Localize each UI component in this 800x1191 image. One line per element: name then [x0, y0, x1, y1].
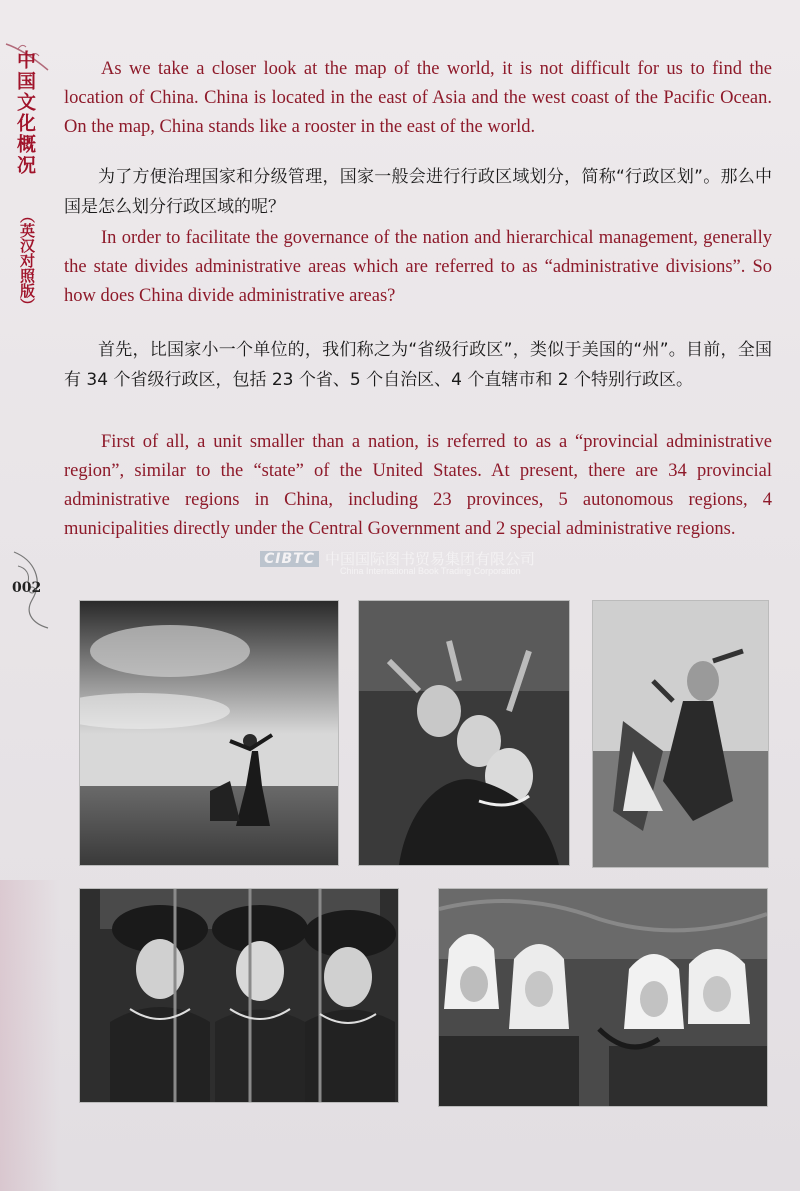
side-decoration	[0, 880, 60, 1191]
photo-grassland-dancer	[79, 600, 339, 866]
book-title: 中国文化概况	[14, 50, 36, 176]
edition-label: （英汉对照版）	[18, 208, 36, 313]
photo-grassland-dancer-image	[80, 601, 338, 865]
watermark-english: China International Book Trading Corporation	[340, 566, 521, 576]
photo-dancer-outdoor-image	[593, 601, 768, 867]
watermark-logo: CIBTC	[260, 551, 319, 567]
paragraph-en-3	[64, 428, 772, 544]
paragraph-en-1	[64, 55, 772, 142]
watermark-chinese: 中国国际图书贸易集团有限公司	[324, 550, 535, 568]
photo-dancer-outdoor	[592, 600, 769, 868]
photo-dancers-group	[358, 600, 570, 866]
photo-three-women-headdress	[79, 888, 399, 1103]
paragraph-zh-1	[64, 162, 772, 222]
paragraph-zh-2	[64, 335, 772, 395]
sidebar	[0, 40, 58, 370]
paragraph-text: 为了方便治理国家和分级管理，国家一般会进行行政区域划分，简称“行政区划”。那么中国是怎么划分行政区域的呢？	[64, 167, 772, 217]
photo-dancers-group-image	[359, 601, 569, 865]
paragraph-text: 首先，比国家小一个单位的，我们称之为“省级行政区”，类似于美国的“州”。目前，全国有 34 个省级行政区，包括 23 个省、5 个自治区、4 个直辖市和 2 个特别行政区。	[64, 340, 772, 390]
photo-three-women-headdress-image	[80, 889, 398, 1102]
watermark	[260, 548, 535, 576]
paragraph-en-2	[64, 224, 772, 311]
photo-women-white-headscarves-image	[439, 889, 767, 1106]
paragraph-text: As we take a closer look at the map of the world, it is not difficult for us to find the location of China. China is located in the east of Asia and the west coast of the Pacific Ocean. On the map, China stands like a rooster in the east of the world.	[64, 59, 772, 137]
page-number: 002	[12, 580, 42, 596]
paragraph-text: First of all, a unit smaller than a nation, is referred to as a “provincial administrative region”, similar to the “state” of the United States. At present, there are 34 provincial administrative regions in China, including 23 provinces, 5 autonomous regions, 4 municipalities directly under the Central Government and 2 special administrative regions.	[64, 432, 772, 539]
paragraph-text: In order to facilitate the governance of the nation and hierarchical management, generally the state divides administrative areas which are referred to as “administrative divisions”. So how does China divide administrative areas?	[64, 228, 772, 306]
photo-women-white-headscarves	[438, 888, 768, 1107]
